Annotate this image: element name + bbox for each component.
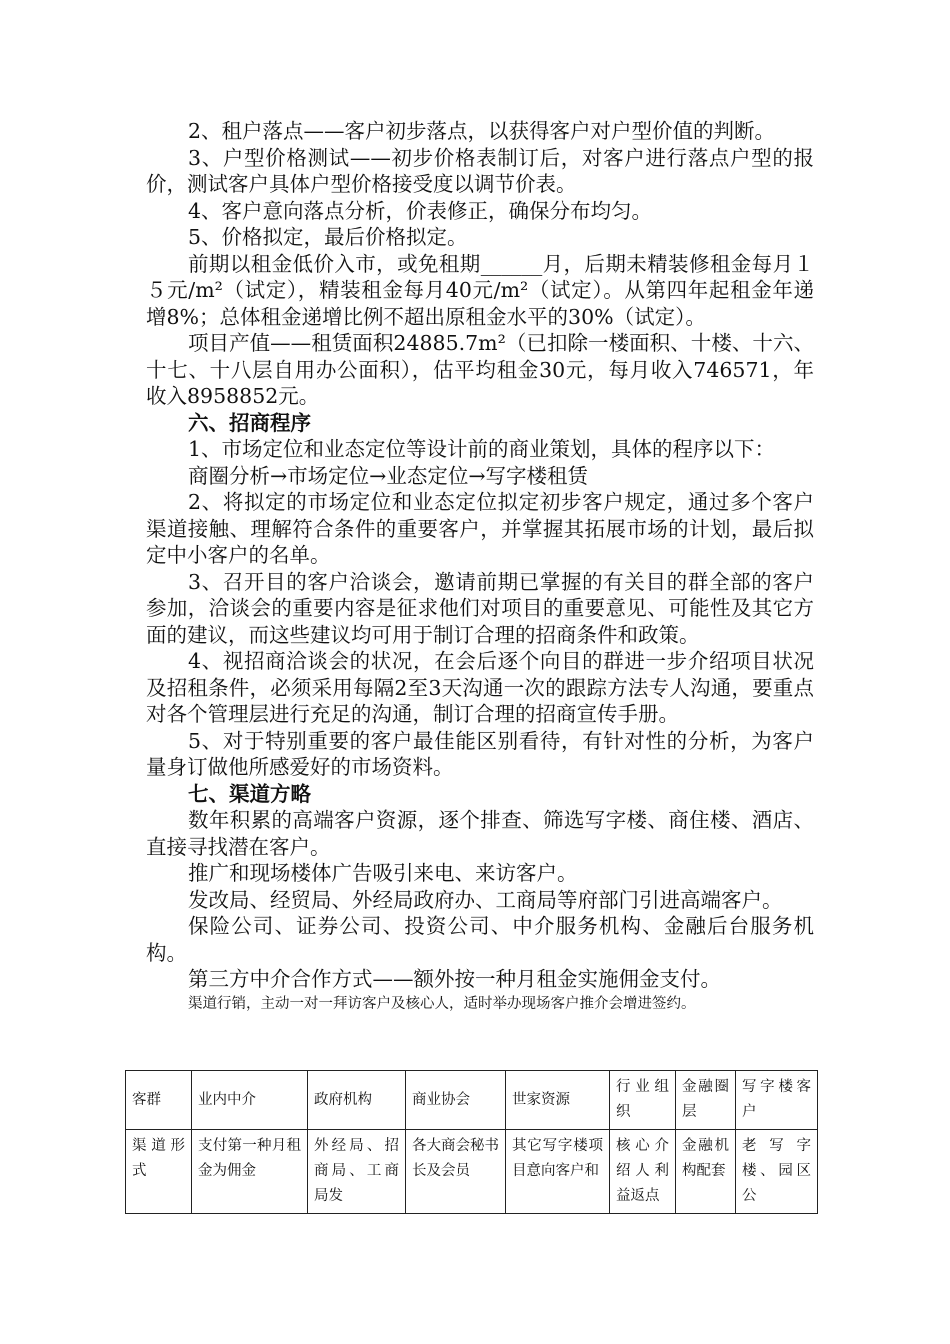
paragraph: 发改局、经贸局、外经局政府办、工商局等府部门引进高端客户。 xyxy=(188,887,783,912)
paragraph: 2、租户落点——客户初步落点，以获得客户对户型价值的判断。 xyxy=(188,119,776,143)
table-header-cell: 行业组织 xyxy=(610,1071,676,1130)
paragraph: 1、市场定位和业态定位等设计前的商业策划，具体的程序以下： xyxy=(188,437,776,461)
table-header-cell: 业内中介 xyxy=(192,1071,308,1130)
paragraph: 保险公司、证券公司、投资公司、中介服务机构、金融后台服务机构。 xyxy=(146,914,814,965)
table-header-cell: 写字楼客户 xyxy=(736,1071,818,1130)
paragraph: 5、对于特别重要的客户最佳能区别看待，有针对性的分析，为客户量身订做他所感爱好的市场资料。 xyxy=(146,728,814,779)
table-cell: 支付第一种月租金为佣金 xyxy=(192,1130,308,1214)
table-header-cell: 客群 xyxy=(126,1071,192,1130)
paragraph: 推广和现场楼体广告吸引来电、来访客户。 xyxy=(188,861,578,885)
paragraph: 商圈分析→市场定位→业态定位→写字楼租赁 xyxy=(188,463,589,488)
table-cell: 各大商会秘书长及会员 xyxy=(406,1130,506,1214)
table-cell: 其它写字楼项目意向客户和 xyxy=(506,1130,610,1214)
table-cell: 金融机构配套 xyxy=(676,1130,736,1214)
paragraph: 3、召开目的客户洽谈会，邀请前期已掌握的有关目的群全部的客户参加，洽谈会的重要内容是征求他们对项目的重要意见、可能性及其它方面的建议，而这些建议均可用于制订合理的招商条件和政策。 xyxy=(146,569,814,647)
paragraph: 2、将拟定的市场定位和业态定位拟定初步客户规定，通过多个客户渠道接触、理解符合条件的重要客户，并掌握其拓展市场的计划，最后拟定中小客户的名单。 xyxy=(146,490,814,567)
paragraph: 4、视招商洽谈会的状况，在会后逐个向目的群进一步介绍项目状况及招租条件，必须采用每隔2至3天沟通一次的跟踪方法专人沟通，要重点对各个管理层进行充足的沟通，制订合理的招商宣传手册。 xyxy=(146,649,814,726)
section-heading: 六、招商程序 xyxy=(188,410,311,435)
paragraph: 前期以租金低价入市，或免租期______月，后期未精装修租金每月１５元/m²（试定），精装租金每月40元/m²（试定）。从第四年起租金年递增8%；总体租金递增比例不超出原租金水平的30%（试定）。 xyxy=(146,251,814,329)
table-header-cell: 世家资源 xyxy=(506,1071,610,1130)
paragraph: 4、客户意向落点分析，价表修正，确保分布均匀。 xyxy=(188,198,653,223)
table-row xyxy=(126,1130,818,1214)
table-cell: 老写字楼、园区公 xyxy=(736,1130,818,1214)
paragraph: 数年积累的高端客户资源，逐个排查、筛选写字楼、商住楼、酒店、直接寻找潜在客户。 xyxy=(146,808,814,859)
table-cell: 核心介绍人利益返点 xyxy=(610,1130,676,1214)
document-body xyxy=(146,118,814,1015)
paragraph: 第三方中介合作方式——额外按一种月租金实施佣金支付。 xyxy=(188,967,721,991)
table-header-row xyxy=(126,1071,818,1130)
table-cell: 渠道形式 xyxy=(126,1130,192,1214)
paragraph: 3、户型价格测试——初步价格表制订后，对客户进行落点户型的报价，测试客户具体户型价格接受度以调节价表。 xyxy=(146,145,814,196)
note-line: 渠道行销，主动一对一拜访客户及核心人，适时举办现场客户推介会增进签约。 xyxy=(188,995,696,1012)
table-header-cell: 商业协会 xyxy=(406,1071,506,1130)
channel-table xyxy=(125,1070,818,1214)
paragraph: 项目产值——租赁面积24885.7m²（已扣除一楼面积、十楼、十六、十七、十八层自用办公面积），估平均租金30元，每月收入746571，年收入8958852元。 xyxy=(146,331,814,408)
paragraph: 5、价格拟定，最后价格拟定。 xyxy=(188,225,468,249)
table-header-cell: 金融圈层 xyxy=(676,1071,736,1130)
section-heading: 七、渠道方略 xyxy=(188,781,311,806)
table-cell: 外经局、招商局、工商局发 xyxy=(308,1130,406,1214)
table-header-cell: 政府机构 xyxy=(308,1071,406,1130)
